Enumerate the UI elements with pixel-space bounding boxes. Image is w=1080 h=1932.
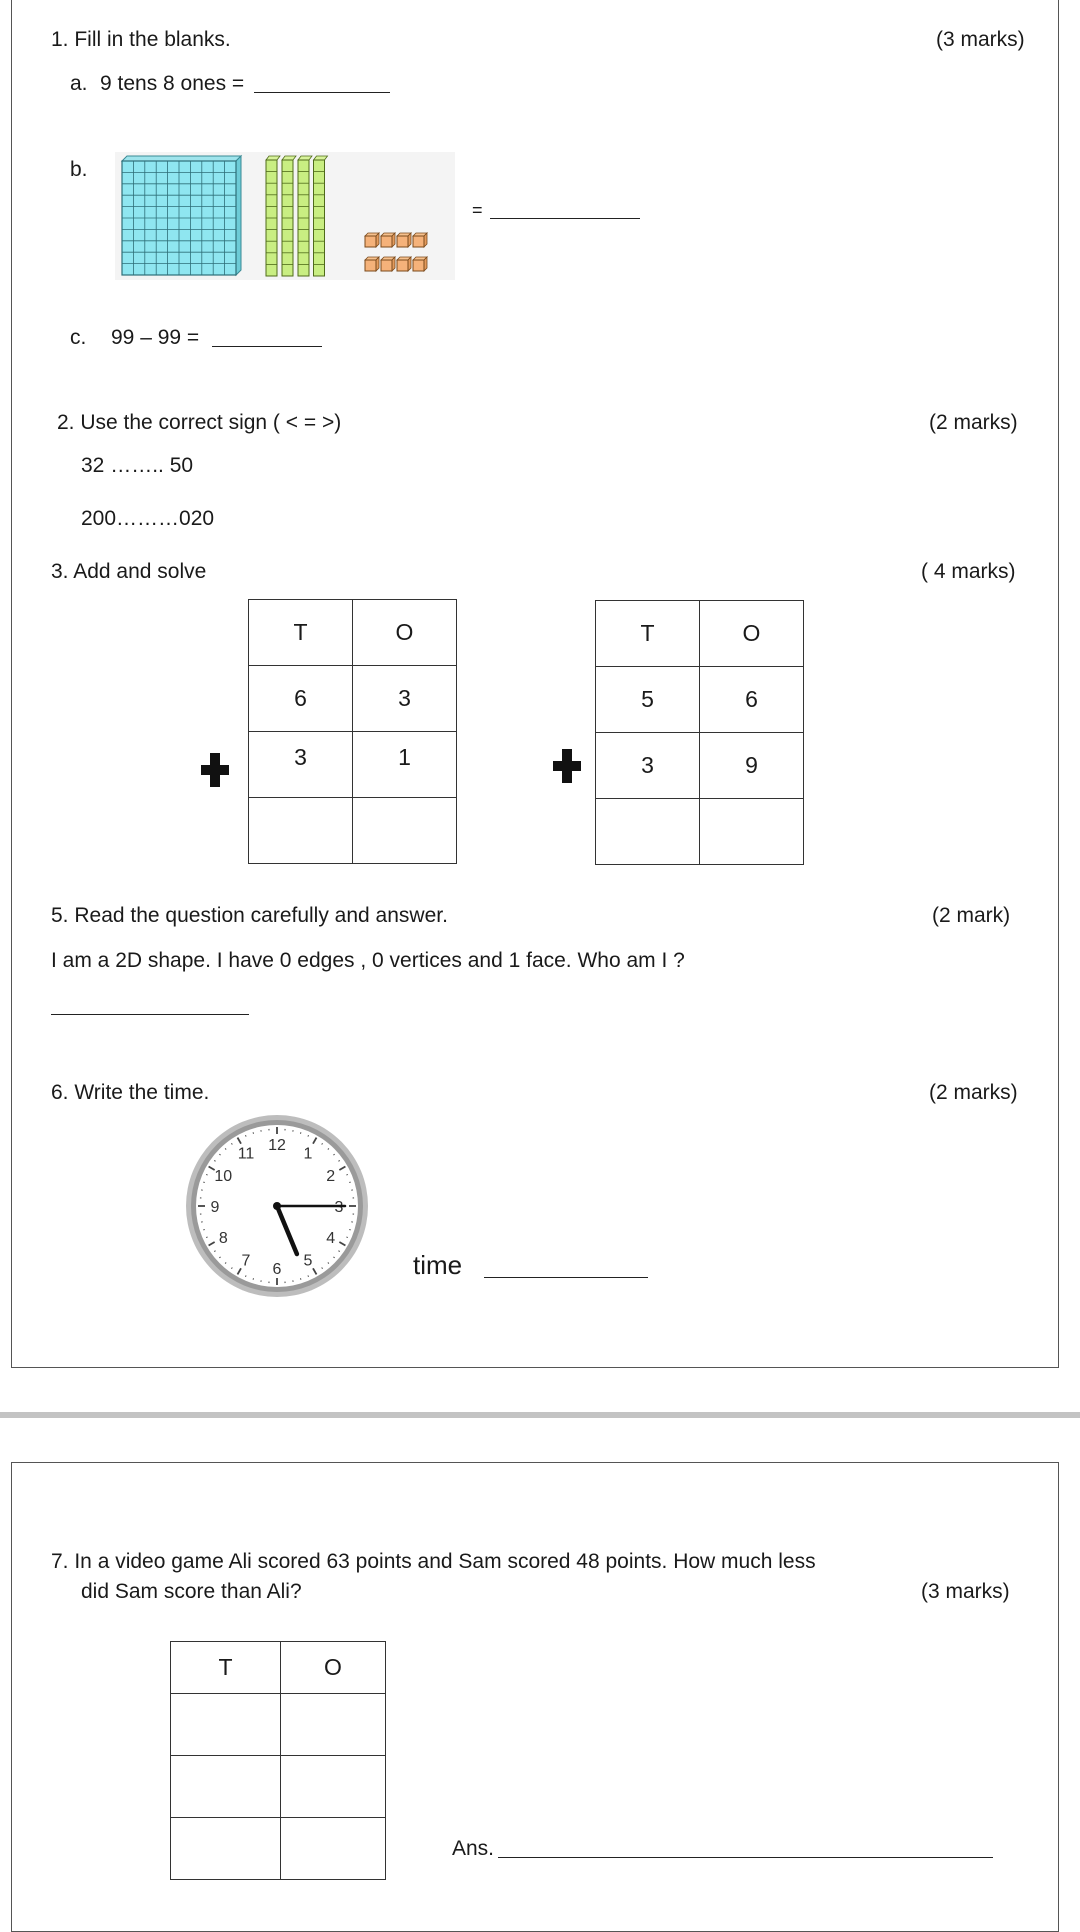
clock-number: 11	[238, 1145, 255, 1162]
q3-place-value-table-2	[595, 600, 804, 865]
clock-number: 2	[326, 1168, 335, 1185]
answer-cell[interactable]	[171, 1756, 281, 1818]
page-separator	[0, 1412, 1080, 1418]
hundreds-block	[122, 156, 241, 275]
table-cell: 5	[596, 667, 700, 733]
clock-number: 8	[219, 1230, 228, 1247]
q2-title: 2. Use the correct sign ( < = >)	[57, 412, 341, 433]
ones-cube	[365, 233, 379, 247]
q6-marks: (2 marks)	[929, 1082, 1018, 1103]
answer-cell[interactable]	[596, 799, 700, 865]
q6-answer-blank[interactable]	[484, 1277, 648, 1278]
q1b-equals: =	[472, 201, 483, 219]
answer-cell[interactable]	[171, 1694, 281, 1756]
q5-question: I am a 2D shape. I have 0 edges , 0 vertices and 1 face. Who am I ?	[51, 950, 685, 971]
q7-marks: (3 marks)	[921, 1581, 1010, 1602]
ones-cube	[381, 233, 395, 247]
clock-number: 1	[304, 1145, 313, 1162]
q7-question-line1: 7. In a video game Ali scored 63 points and Sam scored 48 points. How much less	[51, 1551, 816, 1572]
q5-title: 5. Read the question carefully and answer.	[51, 905, 448, 926]
base-ten-blocks-image	[115, 152, 455, 280]
q2-line2[interactable]: 200………020	[81, 508, 214, 529]
q5-marks: (2 mark)	[932, 905, 1010, 926]
q3-place-value-table-1	[248, 599, 457, 864]
clock-number: 3	[335, 1199, 344, 1216]
q3-marks: ( 4 marks)	[921, 561, 1016, 582]
clock-number: 6	[273, 1261, 282, 1278]
answer-cell[interactable]	[353, 798, 457, 864]
q7-place-value-table	[170, 1641, 386, 1880]
q1-title: 1. Fill in the blanks.	[51, 29, 231, 50]
answer-cell[interactable]	[249, 798, 353, 864]
q1a-label: a.	[70, 73, 88, 94]
answer-cell[interactable]	[700, 799, 804, 865]
table-header-tens: T	[171, 1642, 281, 1694]
ones-cube	[413, 233, 427, 247]
ones-cube	[413, 257, 427, 271]
table-header-ones: O	[700, 601, 804, 667]
q3-title: 3. Add and solve	[51, 561, 206, 582]
q7-question-line2: did Sam score than Ali?	[81, 1581, 302, 1602]
q6-title: 6. Write the time.	[51, 1082, 209, 1103]
table-header-tens: T	[596, 601, 700, 667]
q1c-answer-blank[interactable]	[212, 346, 322, 347]
table-cell: 9	[700, 733, 804, 799]
table-cell: 1	[353, 732, 457, 798]
ones-cube	[397, 257, 411, 271]
table-cell: 6	[249, 666, 353, 732]
table-header-ones: O	[353, 600, 457, 666]
table-cell: 3	[596, 733, 700, 799]
table-header-ones: O	[281, 1642, 386, 1694]
q1b-label: b.	[70, 159, 88, 180]
q2-line1[interactable]: 32 …….. 50	[81, 455, 193, 476]
q6-time-label: time	[413, 1252, 462, 1278]
worksheet-page-2	[11, 1462, 1059, 1932]
q1a-answer-blank[interactable]	[254, 92, 390, 93]
clock-image	[184, 1113, 370, 1299]
plus-icon	[553, 749, 581, 783]
answer-cell[interactable]	[281, 1694, 386, 1756]
clock-number: 9	[211, 1199, 220, 1216]
clock-number: 4	[326, 1230, 335, 1247]
q1c-label: c.	[70, 327, 86, 348]
table-cell: 3	[353, 666, 457, 732]
clock-number: 7	[242, 1253, 251, 1270]
ones-cube	[381, 257, 395, 271]
answer-cell[interactable]	[281, 1818, 386, 1880]
q7-ans-label: Ans.	[452, 1838, 494, 1859]
q1-marks: (3 marks)	[936, 29, 1025, 50]
q2-marks: (2 marks)	[929, 412, 1018, 433]
table-cell: 6	[700, 667, 804, 733]
q5-answer-blank[interactable]	[51, 1014, 249, 1015]
clock-number: 12	[268, 1137, 286, 1154]
ones-cube	[397, 233, 411, 247]
clock-number: 10	[214, 1168, 232, 1185]
q1b-answer-blank[interactable]	[490, 218, 640, 219]
answer-cell[interactable]	[171, 1818, 281, 1880]
q1c-text: 99 – 99 =	[111, 327, 199, 348]
q1a-text: 9 tens 8 ones =	[100, 73, 244, 94]
q7-answer-blank[interactable]	[498, 1857, 993, 1858]
table-header-tens: T	[249, 600, 353, 666]
plus-icon	[201, 753, 229, 787]
ones-cube	[365, 257, 379, 271]
answer-cell[interactable]	[281, 1756, 386, 1818]
table-cell: 3	[249, 732, 353, 798]
clock-number: 5	[304, 1253, 313, 1270]
